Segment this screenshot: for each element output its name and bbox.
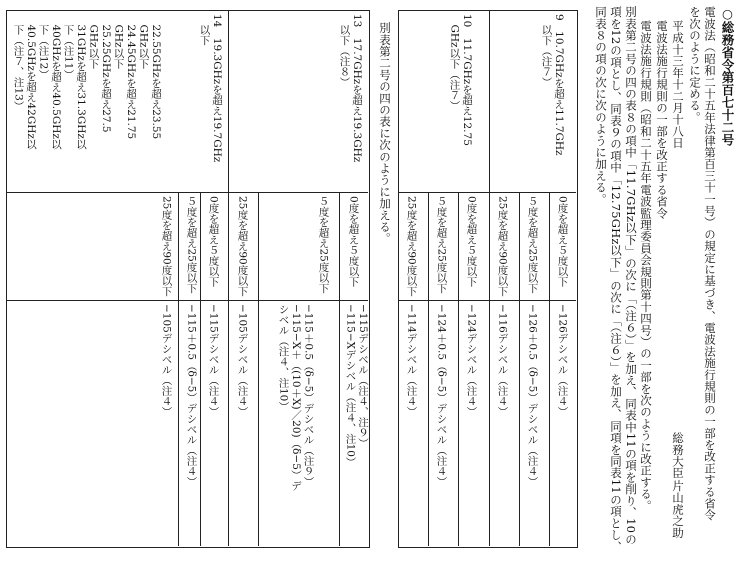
table1-row2-angle-3: 25度を超え90度以下 — [405, 196, 418, 297]
table1-row1-angle-2: ５度を超え25度以下 — [526, 196, 539, 294]
amendment-line-3: 項を12の項とし、同表９の項中「12.75GHz以下」の次に「（注６）」を加え、同項を同表11の項とし、 — [609, 6, 623, 553]
table2-subrow-divider — [258, 192, 259, 546]
table1-subrow-divider — [519, 192, 520, 546]
table2-row15-frequencies: 22.55GHzを超え23.55 GHz以下 24.45GHzを超え21.75 GHz以下 25.25GHzを超え27.5 GHz以下 31GHzを超え31.3GHz以 下（注11） 40GHzを超え40.5GHz以 下（注12） 40.5GHzを超え42GHz以 下（注７、注13） — [12, 24, 162, 150]
table2-row14-limit-2: −115＋0.5（δ−5）デシベル（注４） — [185, 304, 198, 487]
preamble-line-2: を次のように定める。 — [688, 6, 702, 123]
table2-row14-angle-2: ５度を超え25度以下 — [185, 196, 198, 294]
table1-row2-frequency: 10 11.7GHzを超え12.75 GHz以下（注７） — [448, 14, 473, 146]
table1-row1-limit-3: −116デシベル（注４） — [496, 304, 509, 417]
ordinance-name: 電波法施行規則の一部を改正する省令 — [655, 20, 669, 219]
table1-row1-limit-2: −126＋0.5（δ−5）デシベル（注４） — [526, 304, 539, 487]
table2-column-divider-1 — [6, 192, 368, 193]
signer-name: 片山虎之助 — [671, 480, 685, 539]
table1-row2-limit-1: −124デシベル（注４） — [465, 304, 478, 417]
signer-title: 総務大臣 — [671, 432, 685, 479]
table2-row13-angle-3: 25度を超え90度以下 — [236, 196, 249, 297]
amendment-line-2: 別表第二号の四の表８の項中「11.7GHz以下」の次に「（注６）」を加え、同表中11の項を削り、10の — [624, 6, 638, 545]
table1-row1-angle-3: 25度を超え90度以下 — [496, 196, 509, 297]
table2-row13-limit-1: −115デシベル（注４、注９） −115−Xデシベル（注４、注10） — [344, 304, 369, 468]
table2-row13-limit-2: −115＋0.5（δ−5）デシベル（注９） −115−X＋（(10＋X)／20)（δ−5）デ シベル（注４、注10） — [277, 304, 315, 491]
table2-subrow-divider — [178, 192, 179, 546]
amendment-line-1: 電波法施行規則（昭和二十五年電波監理委員会規則第十四号）の一部を次のように改正する。 — [639, 20, 653, 512]
table2-row13-angle-2: ５度を超え25度以下 — [317, 196, 330, 294]
promulgation-date: 平成十三年十二月十八日 — [671, 20, 685, 149]
table1-subrow-divider — [458, 192, 459, 546]
table1-row1-limit-1: −126デシベル（注４） — [556, 304, 569, 417]
table1-row1-angle-1: 0度を超え５度以下 — [556, 196, 569, 287]
table1-row1-frequency: 9 10.7GHzを超え11.7GHz 以下（注７） — [540, 14, 565, 156]
table1-row2-angle-2: ５度を超え25度以下 — [435, 196, 448, 294]
table2-row14-angle-1: 0度を超え５度以下 — [207, 196, 220, 287]
table1-subrow-divider — [428, 192, 429, 546]
preamble-line-1: 電波法（昭和二十五年法律第百三十一号）の規定に基づき、電波法施行規則の一部を改正する省令 — [703, 6, 717, 521]
table1-subrow-divider — [549, 192, 550, 546]
table2-subrow-divider — [339, 192, 340, 546]
table2-column-divider-2 — [6, 300, 368, 301]
table1-row2-angle-1: 0度を超え５度以下 — [465, 196, 478, 287]
table2-row13-limit-3: −105デシベル（注４） — [236, 304, 249, 417]
table2-row-divider — [228, 10, 229, 546]
table2-row14-limit-3: −105デシベル（注４） — [160, 304, 173, 417]
ordinance-title: ○総務省令第百七十二号 — [720, 6, 735, 146]
table2-row14-limit-1: −115デシベル（注４） — [207, 304, 220, 417]
table2-intro: 別表第二号の四の表に次のように加える。 — [378, 22, 392, 245]
table1-row2-limit-3: −114デシベル（注４） — [405, 304, 418, 417]
table2-row14-frequency: 14 19.3GHzを超え19.7GHz 以下 — [198, 14, 223, 163]
table2-row14-angle-3: 25度を超え90度以下 — [160, 196, 173, 297]
table1-row2-limit-2: −124＋0.5（δ−5）デシベル（注４） — [435, 304, 448, 487]
amendment-line-4: 同表８の項の次に次のように加える。 — [594, 6, 608, 205]
table2-row13-angle-1: 0度を超え５度以下 — [347, 196, 360, 287]
table2-subrow-divider — [200, 192, 201, 546]
table2-row13-frequency: 13 17.7GHzを超え19.3GHz 以下（注８） — [338, 14, 363, 163]
table1-row-divider — [489, 10, 490, 546]
